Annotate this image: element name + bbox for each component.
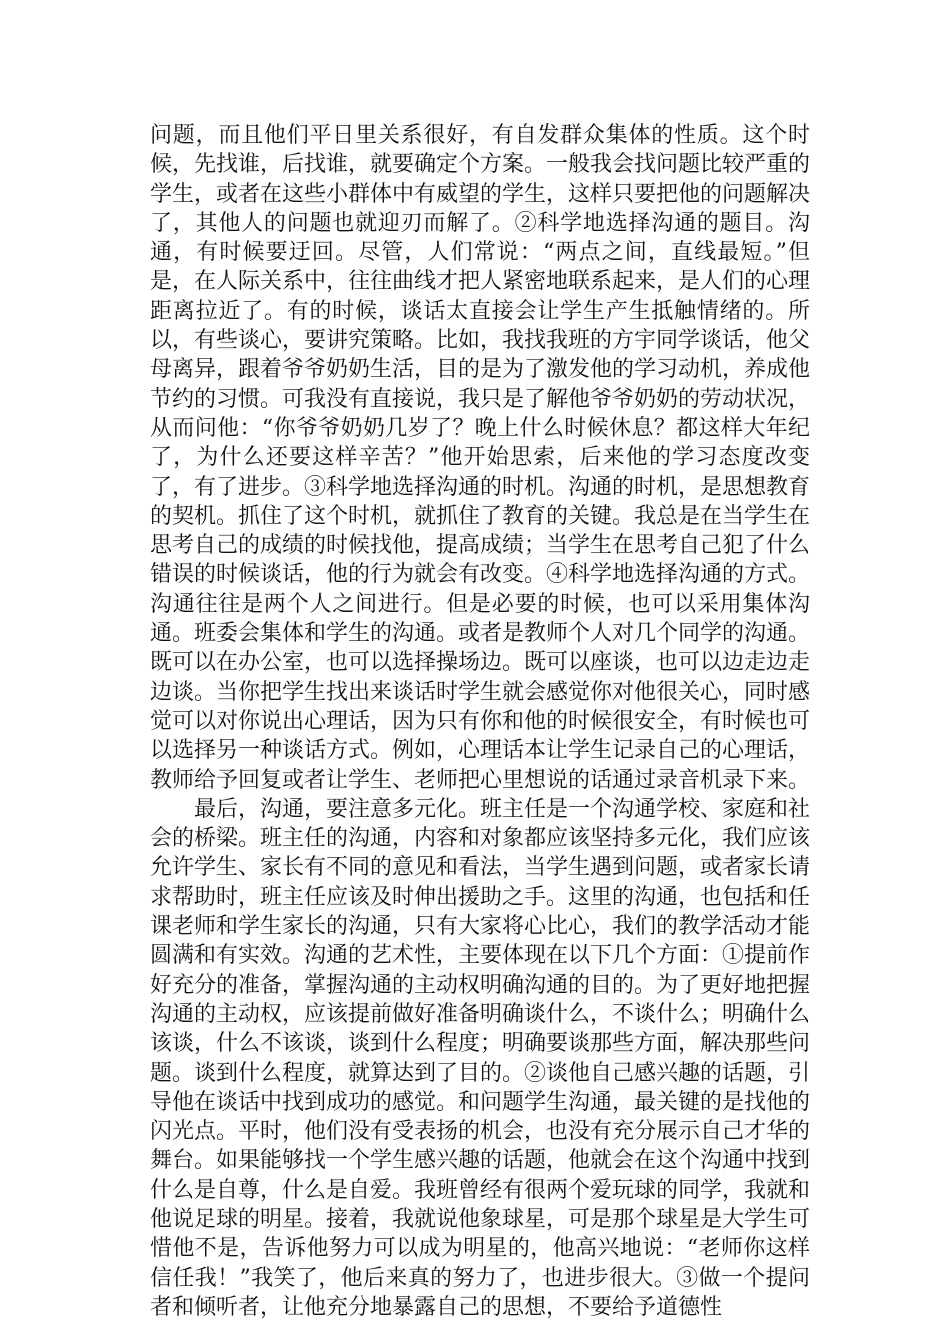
paragraph-diversified-communication: 最后，沟通，要注意多元化。班主任是一个沟通学校、家庭和社会的桥梁。班主任的沟通，内容和对象都应该坚持多元化，我们应该允许学生、家长有不同的意见和看法，当学生遇到问题，或者家长请求帮助时，班主任应该及时伸出援助之手。这里的沟通，也包括和任课老师和学生家长的沟通，只有大家将心比心，我们的教学活动才能圆满和有实效。沟通的艺术性，主要体现在以下几个方面：①提前作好充分的准备，掌握沟通的主动权明确沟通的目的。为了更好地把握沟通的主动权，应该提前做好准备明确谈什么，不谈什么；明确什么该谈，什么不该谈，谈到什么程度；明确要谈那些方面，解决那些问题。谈到什么程度，就算达到了目的。②谈他自己感兴趣的话题，引导他在谈话中找到成功的感觉。和问题学生沟通，最关键的是找他的闪光点。平时，他们没有受表扬的机会，也没有充分展示自己才华的舞台。如果能够找一个学生感兴趣的话题，他就会在这个沟通中找到什么是自尊，什么是自爱。我班曾经有很两个爱玩球的同学，我就和他说足球的明星。接着，我就说他象球星，可是那个球星是大学生可惜他不是，告诉他努力可以成为明星的，他高兴地说：“老师你这样信任我！”我笑了，他后来真的努力了，也进步很大。③做一个提问者和倾听者，让他充分地暴露自己的思想，不要给予道德性 — [150, 796, 811, 1320]
document-body — [150, 121, 810, 1322]
paragraph-communication-methods: 问题，而且他们平日里关系很好，有自发群众集体的性质。这个时候，先找谁，后找谁，就要确定个方案。一般我会找问题比较严重的学生，或者在这些小群体中有威望的学生，这样只要把他的问题解决了，其他人的问题也就迎刃而解了。②科学地选择沟通的题目。沟通，有时候要迂回。尽管，人们常说：“两点之间，直线最短。”但是，在人际关系中，往往曲线才把人紧密地联系起来，是人们的心理距离拉近了。有的时候，谈话太直接会让学生产生抵触情绪的。所以，有些谈心，要讲究策略。比如，我找我班的方宇同学谈话，他父母离异，跟着爷爷奶奶生活，目的是为了激发他的学习动机，养成他节约的习惯。可我没有直接说，我只是了解他爷爷奶奶的劳动状况，从而问他：“你爷爷奶奶几岁了？晚上什么时候休息？都这样大年纪了，为什么还要这样辛苦？”他开始思索，后来他的学习态度改变了，有了进步。③科学地选择沟通的时机。沟通的时机，是思想教育的契机。抓住了这个时机，就抓住了教育的关键。我总是在当学生在思考自己的成绩的时候找他，提高成绩；当学生在思考自己犯了什么错误的时候谈话，他的行为就会有改变。④科学地选择沟通的方式。沟通往往是两个人之间进行。但是必要的时候，也可以采用集体沟通。班委会集体和学生的沟通。或者是教师个人对几个同学的沟通。既可以在办公室，也可以选择操场边。既可以座谈，也可以边走边走边谈。当你把学生找出来谈话时学生就会感觉你对他很关心，同时感觉可以对你说出心理话，因为只有你和他的时候很安全，有时候也可以选择另一种谈话方式。例如，心理话本让学生记录自己的心理话，教师给予回复或者让学生、老师把心里想说的话通过录音机录下来。 — [150, 123, 811, 793]
